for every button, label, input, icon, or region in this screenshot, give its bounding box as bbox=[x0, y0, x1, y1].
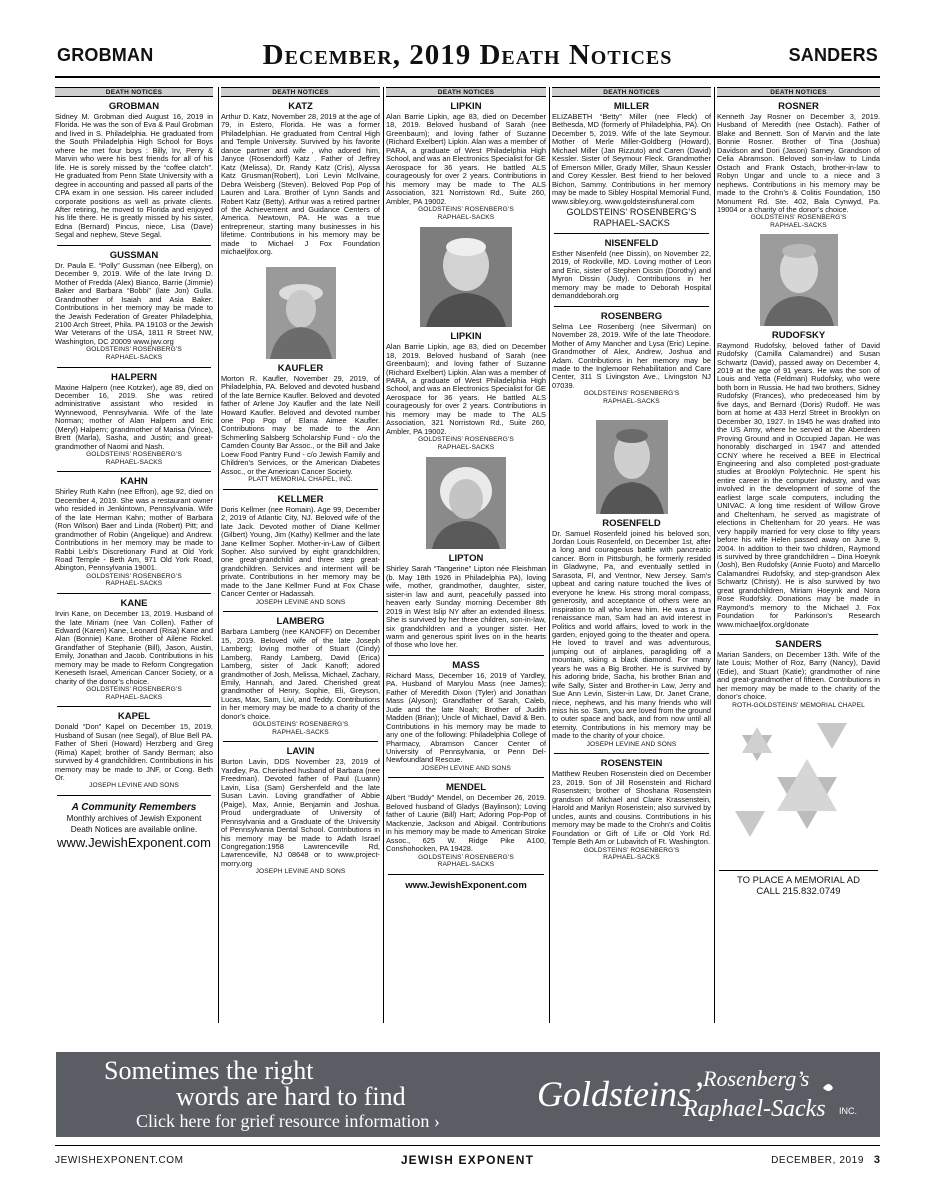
notice-name: NISENFELD bbox=[604, 237, 659, 249]
notice-katz bbox=[221, 101, 380, 257]
masthead bbox=[55, 36, 880, 78]
funeral-home: JOSEPH LEVINE AND SONS bbox=[89, 782, 179, 790]
notice-name: ROSENFELD bbox=[602, 517, 661, 529]
column-divider bbox=[714, 87, 715, 1023]
page-footer bbox=[55, 1145, 880, 1175]
funeral-home: RAPHAEL-SACKS bbox=[272, 728, 329, 736]
funeral-home: GOLDSTEINS’ ROSENBERG’S bbox=[418, 436, 514, 444]
notice-name: KATZ bbox=[288, 101, 313, 112]
funeral-home: JOSEPH LEVINE AND SONS bbox=[255, 598, 346, 606]
notice-name: RUDOFSKY bbox=[771, 329, 826, 341]
notice-name: ROSENBERG bbox=[600, 310, 663, 322]
funeral-home: JOSEPH LEVINE AND SONS bbox=[421, 764, 511, 772]
notice-text: Irvin Kane, on December 13, 2019. Husband of the late Miriam (nee Van Collen). Father of Edward (Karen) Kane, Leonard (Risa) Kane and Alan (Bonnie) Kane. Brother of Ailene Rickel. Grandfather of Stephanie (Bill), Jason, Austin, Emily, Jonathan and Jacob. Contributions in his memory may be made to Reform Congregation Keneseth Israel, American Cancer Society, or a charity of the donor’s choice. bbox=[55, 609, 213, 686]
logo-inc: INC. bbox=[839, 1106, 857, 1116]
logo-goldsteins: Goldsteins’ bbox=[537, 1074, 703, 1114]
lipton-photo bbox=[426, 457, 506, 549]
notice-name: LIPKIN bbox=[450, 331, 482, 343]
notice-name: ROSNER bbox=[778, 101, 819, 112]
funeral-home: RAPHAEL-SACKS bbox=[105, 693, 163, 701]
divider bbox=[388, 777, 544, 778]
funeral-home: GOLDSTEINS’ ROSENBERG’S bbox=[418, 853, 514, 861]
notice-mass bbox=[386, 660, 546, 773]
notice-lamberg bbox=[221, 616, 380, 736]
divider bbox=[57, 593, 211, 594]
funeral-home: RAPHAEL-SACKS bbox=[105, 353, 163, 361]
funeral-home: GOLDSTEINS’ ROSENBERG’S bbox=[252, 721, 349, 729]
notice-nisenfeld bbox=[552, 238, 711, 301]
notice-lipkin bbox=[386, 101, 546, 221]
notice-miller bbox=[552, 101, 711, 228]
funeral-home: JOSEPH LEVINE AND SONS bbox=[255, 868, 346, 876]
notice-name: KELLMER bbox=[277, 493, 324, 505]
funeral-home: PLATT MEMORIAL CHAPEL, INC. bbox=[248, 476, 353, 484]
column-3 bbox=[386, 87, 546, 1023]
notice-text: Dr. Samuel Rosenfeld joined his beloved son, Jordan Louis Rosenfeld, on December 1st, after a long and courageous battle with pancreatic cancer. Born in Pittsburgh, he formerly resided in Gladwyne, Pa, and eventually settled in Sarasota, Fl, and Ventnor, New Jersey. Sam’s upbeat and caring nature touched the lives of everyone he knew. His strong moral compass, generosity, and acceptance of others were an inspiration to all who knew him. He was a true renaissance man, Sam had an avid interest in Politics and world affairs, loved to work in the garden, enjoyed going to the theater and opera. He loved to travel and was adventurous, jumping out of airplanes, paragliding off a mountain, skiing a black diamond. For many years he was a Big Brother. He is survived by his adoring bride, Sacha, his brother Brian and wife Sally, Sister and Brother-in Law, Jerry and Sue Ann Levin, Sister-in Law, Dr. Janet Crane, niece, nephews, and his many friends who will miss his so. Sam, you are loved from the ground to outer space and back, and from now until all eternity. Contributions in his memory may be made to the charity of your choice. bbox=[552, 528, 711, 741]
notice-kellmer bbox=[221, 494, 380, 607]
notice-text: Matthew Reuben Rosenstein died on December 23, 2019. Son of Jill Rosenstein and Richard Rosenstein; brother of Shoshana Rosenstein grandson of Michael and Claire Krassenstein, Harold and Marilyn Rosenstein; also survived by uncles, aunts and cousins. Contributions in his memory may be made to the Crohn’s and Colitis Foundation or Gift of Life or Old York Rd. Temple Beth Am or Lubavitch of Ft. Washington. bbox=[552, 769, 711, 847]
notice-text: Arthur D. Katz, November 28, 2019 at the age of 79, in Estero, Florida. He was a former Philadelphian. He graduated from Central High and Temple University. Survived by his favorite dance partner and wife , who adored him, Janyce (Rosendorff) Katz . Father of Jeffrey Katz (Melissa), Dr. Randy Katz (Cris), Alyssa Katz Grusman(Robert), Lori Levin McIlvaine, Debra Weisberg (Steven). Beloved Pop Pop of Lauren and Lara. Brother of Lynn Sands and Robert Katz (Betty). Arthur was a retired partner of the Achievement and Guidance Centers of America. Newtown, PA. He was a true entrepreneur, starting many businesses in his lifetime. Contributions in his memory may be made to Michael J Fox Foundation michaeljfox.org. bbox=[221, 112, 380, 257]
divider bbox=[57, 471, 211, 472]
notice-text: Alan Barrie Lipkin, age 83, died on December 18, 2019. Beloved husband of Sarah (nee Greenbaum); and loving father of Suzanne (Richard Exelbert) Lipkin. Alan was a member of PARA, a graduate of West Philadelphia High School, and was an Electronics Specialist for GE Aerospace for 36 years. He battled ALS courageously for over 2 years. Contributions in his memory may be made to The ALS Association, 321 Norristown Rd., Suite 260, Ambler, PA 19002. bbox=[386, 342, 546, 436]
divider bbox=[223, 611, 378, 612]
notice-text: Shirley Sarah “Tangerine” Lipton née Fleishman (b. May 18th 1926 in Philadelphia PA), loving wife, mother, grandmother, daughter, sister, sister-in law and aunt, peacefully passed into heaven early Sunday morning December 8th 2019 in West Islip NY after an extended illness. She is survived by her three children, son-in-law, six grandchildren and a younger sister. Her warm and generous spirit lives on in the hearts of those who love her. bbox=[386, 564, 546, 650]
divider bbox=[719, 634, 878, 635]
funeral-home: GOLDSTEINS’ ROSENBERG’S bbox=[86, 686, 182, 694]
divider bbox=[388, 655, 544, 656]
divider bbox=[223, 741, 378, 742]
funeral-home: GOLDSTEINS’ ROSENBERG’S bbox=[86, 572, 182, 580]
notice-name: KAPEL bbox=[117, 711, 151, 723]
website-link[interactable]: www.JewishExponent.com bbox=[405, 879, 527, 891]
banner-link[interactable]: Click here for grief resource information › bbox=[136, 1111, 440, 1131]
notice-rosenberg bbox=[552, 311, 711, 406]
funeral-home-logo bbox=[531, 1058, 871, 1130]
divider bbox=[57, 367, 211, 368]
memorial-ad bbox=[717, 876, 880, 897]
notice-text: Dr. Paula E. “Polly” Gussman (nee Eilberg), on December 9, 2019. Wife of the late Irving D. Mother of Fredda (Alex) Bianco, Barrie (Jimmie) Baker and Barbara “Bobbi” (late Jon) Gulla. Grandmother of Isaiah and Asia Baker. Contributions in her memory may be made to the Jewish Federation of Greater Philadelphia, 2100 Arch Street, Phila. PA 19103 or the Jewish War Veterans of the USA, 1811 R Street NW, Washington, DC 20009 www.jwv.org bbox=[55, 260, 213, 346]
notice-name: GROBMAN bbox=[108, 101, 160, 112]
notice-name: ROSENSTEIN bbox=[600, 758, 663, 770]
promo-line: Monthly archives of Jewish Exponent bbox=[66, 814, 202, 824]
memorial-phone: CALL 215.832.0749 bbox=[756, 885, 841, 897]
funeral-home: GOLDSTEINS’ ROSENBERG’S bbox=[418, 205, 514, 213]
notice-text: Albert “Buddy” Mendel, on December 26, 2019. Beloved husband of Gladys (Baylinson); Loving father of Laurie (Bill) Hart; Adoring Pop-Pop of Mackenzie, Jackson and Abigail. Contributions in his memory may be made to American Stroke Assoc., 625 W. Ridge Pike A100, Conshohocken, PA 19428. bbox=[386, 793, 546, 854]
notice-name: MILLER bbox=[613, 101, 650, 112]
column-1 bbox=[55, 87, 213, 1023]
funeral-home: RAPHAEL-SACKS bbox=[437, 443, 495, 451]
notice-name: KAHN bbox=[120, 476, 148, 488]
banner-line: words are hard to find bbox=[176, 1082, 406, 1111]
column-2 bbox=[221, 87, 380, 1023]
notice-text: Kenneth Jay Rosner on December 3, 2019. Husband of Meredith (nee Ostach). Father of Blake and Bennett. Son of Marvin and the late Bonnie Rosner. Brother of Tina (Joshua) Davidson and Dori (Jason) Sarney. Grandson of Celia Abramson. Beloved son-in-law to Linda Ostach and Frank Ostach, brother-in-law to Robyn Ungar and uncle to a niece and 3 nephews. Contributions in his memory may be made to the Crohn’s & Colitis Foundation, 150 Monument Rd. Ste. 402, Bala Cynwyd, Pa. 19004 or a charity of the donor’s choice. bbox=[717, 112, 880, 214]
funeral-home: RAPHAEL-SACKS bbox=[603, 854, 660, 862]
funeral-home: GOLDSTEINS’ ROSENBERG’S bbox=[566, 206, 697, 217]
notice-grobman bbox=[55, 101, 213, 240]
notice-sanders bbox=[717, 639, 880, 709]
notice-rosner bbox=[717, 101, 880, 230]
notice-name: LIPKIN bbox=[450, 101, 482, 112]
divider bbox=[223, 489, 378, 490]
column-divider bbox=[549, 87, 550, 1023]
column-header: DEATH NOTICES bbox=[55, 87, 213, 97]
notice-text: Marian Sanders, on December 13th. Wife of the late Louis; Mother of Roz, Barry (Nancy), David (Edie), and Stuart (Katie); grandmother of nine and great-grandmother of fifteen. Contributions in her memory may be made to the charity of the donor’s choice. bbox=[717, 650, 880, 702]
notice-name: SANDERS bbox=[775, 639, 822, 651]
promo-link[interactable]: www.JewishExponent.com bbox=[57, 835, 211, 851]
header-left-name: GROBMAN bbox=[57, 45, 154, 65]
notice-text: Richard Mass, December 16, 2019 of Yardley, PA. Husband of Marylou Mass (nee James); Father of Meredith Dixon (Tyler) and Jonathan Mass (Alyson); Grandfather of Sarah, Caleb, Jude and the late Noah; Brother of Judith Madden (Brian); Uncle of Michael, David & Ben. Contributions in his memory may be made to any one of the following: Philadelphia College of Pharmacy, Abramson Cancer Center of University of Pennsylvania, or Penn Del-Newfoundland Rescue. bbox=[386, 670, 546, 765]
column-header: DEATH NOTICES bbox=[386, 87, 546, 97]
lipkin-photo bbox=[420, 227, 512, 327]
notice-text: Raymond Rudofsky, beloved father of David Rudofsky (Camilla Calamandrei) and Susan Schwartz (David), passed away on December 4, 2019 at the age of 91 years. He was the son of Louis and Yetta (Feldman) Rudofsky, who were both born in Russia. He had two brothers, Sidney Rudofsky (Frances), who predeceased him by five days, and Bernard (Doris) Rudoff. He was born at home at 433 Herzl Street in Brooklyn on December 30, 1927. In 1945 he was drafted into the US Army, where he served at the Aberdeen Proving Ground and in Occupied Japan. He was honorably discharged in 1947 and attended CCNY where he received a BEE in Electrical Engineering and also completed post-graduate studies at Brooklyn Polytechnic. He spent his entire career in the computer industry, and was involved in the development of some of the earliest large scale computers, including the UNIVAC. A long time resident of Willow Grove and Cheltenham, he served as magistrate of elections in Cheltenham for 20 years. He was very happily married for very close to fifty years before his wife Helen passed away on June 9, 2004. In addition to their two children, Raymond is survived by three grandchildren – Dina Hoeynk (Josh), Ben Rudofsky (Annie Fuoto) and Marcello Calamandrei Rudofsky, and step-grandson Alex Schwartz (Christy). He is also survived by two great grandchildren, Miriam Hoeynk and Nora Rose Rudofsky. Donations may be made in Raymond’s memory to the Michael J. Fox Foundation for Parkinson’s Research www.michaeljfox.org/donate bbox=[717, 340, 880, 629]
star-of-david-decoration bbox=[717, 715, 880, 865]
column-divider bbox=[218, 87, 219, 1023]
promo-heading: A Community Remembers bbox=[71, 802, 197, 814]
funeral-home: JOSEPH LEVINE AND SONS bbox=[586, 740, 677, 748]
notice-text: Alan Barrie Lipkin, age 83, died on December 18, 2019. Beloved husband of Sarah (nee Greenbaum); and loving father of Suzanne (Richard Exelbert) Lipkin. Alan was a member of PARA, a graduate of West Philadelphia High School, and was an Electronics Specialist for GE Aerospace for 36 years. He battled ALS courageously for over 2 years. Contributions in his memory may be made to The ALS Association, 321 Norristown Rd., Suite 260, Ambler, PA 19002. bbox=[386, 112, 546, 206]
column-header: DEATH NOTICES bbox=[552, 87, 711, 97]
notice-kapel bbox=[55, 711, 213, 790]
divider bbox=[57, 706, 211, 707]
funeral-home: RAPHAEL-SACKS bbox=[105, 458, 163, 466]
funeral-home: RAPHAEL-SACKS bbox=[437, 861, 495, 869]
promo-line: Death Notices are available online. bbox=[70, 825, 198, 835]
funeral-home: RAPHAEL-SACKS bbox=[770, 222, 827, 230]
kaufler-photo bbox=[266, 267, 336, 359]
notice-lipkin-2 bbox=[386, 331, 546, 451]
notice-text: Doris Kellmer (nee Romain). Age 99, December 2, 2019 of Atlantic City, NJ. Beloved wife of the late Jack. Devoted mother of Diane Kellmer (Gilbert) Young, Jim (Kathy) Kellmer and the late Jane Kellmer Sopher. Mother-in-Law of Gilbert Sopher. Also survived by eight grandchildren, one great-grandchild and three step great-grandchildren. Services and interment will be private. Contributions in her memory may be made to the Jane Kellmer Fund at Fox Chase Cancer Center or Hadassah. bbox=[221, 504, 380, 599]
divider bbox=[57, 795, 211, 796]
notice-text: Barbara Lamberg (nee KANOFF) on December 15, 2019. Beloved wife of the late Joseph Lamberg; loving mother of Stuart (Cindy) Lamberg, Randy Lamberg, David (Erica) Lamberg, sister of Jack Kanoff; adored grandmother of Josh, Melissa, Michael, Zachary, Emily, Hannah, and Jared. Cherished great grandmother of Henry, Sophie, Eli, Greyson, Lucas, Max, Sam, Livi, and Teddy. Contributions in her memory may be made to a charity of the donor’s choice. bbox=[221, 627, 380, 721]
page-number: 3 bbox=[873, 1154, 880, 1166]
funeral-home: GOLDSTEINS’ ROSENBERG’S bbox=[86, 451, 182, 459]
page-title: December, 2019 Death Notices bbox=[262, 39, 673, 71]
rudofsky-photo bbox=[760, 234, 838, 326]
notice-name: MASS bbox=[452, 659, 480, 671]
notice-text: Sidney M. Grobman died August 16, 2019 in Florida. He was the son of Eva & Paul Grobman and lived in S. Philadelphia. He graduated from the South Philadelphia High School for Boys where he met four boys : Billy, Irv, Perry & Marvin who were his best friends for all of his life. He is sorely missed by the “coffee clatch”. He graduated from Penn State University with a degree in accounting and passed all parts of the CPA exam in one session. His career included corporate positions as well as private clients. After retiring, he moved to Florida and enjoyed his life there. He is greatly missed by his sister, Edna (Bernard) Pincus, niece, Lisa (Dave) Segal and nephew, Steve Segal. bbox=[55, 112, 213, 240]
footer-publication: JEWISH EXPONENT bbox=[400, 1153, 535, 1167]
rosenfeld-photo bbox=[596, 420, 668, 514]
funeral-home: RAPHAEL-SACKS bbox=[603, 397, 660, 405]
notice-kane bbox=[55, 598, 213, 701]
column-4 bbox=[552, 87, 711, 1023]
grief-resource-banner[interactable] bbox=[56, 1052, 880, 1137]
funeral-home: GOLDSTEINS’ ROSENBERG’S bbox=[583, 390, 680, 398]
notice-text: Esther Nisenfeld (nee Dissin), on November 22, 2019, of Rockville, MD. Loving mother of Leon and Eric, sister of Stephen Dissin (Dorothy) and Myron Dissin (Judy). Contributions in her memory may be made to Deborah Hospital demanddeborah.org bbox=[552, 248, 711, 301]
notice-name: LIPTON bbox=[448, 553, 484, 565]
notice-name: GUSSMAN bbox=[109, 249, 159, 261]
footer-site: JEWISHEXPONENT.COM bbox=[55, 1155, 184, 1166]
divider bbox=[554, 753, 709, 754]
notice-rosenfeld bbox=[552, 518, 711, 749]
funeral-home: RAPHAEL-SACKS bbox=[593, 217, 670, 228]
notice-rudofsky bbox=[717, 330, 880, 629]
notice-mendel bbox=[386, 782, 546, 868]
divider bbox=[554, 306, 709, 307]
notice-lipton bbox=[386, 553, 546, 650]
footer-date: DECEMBER, 2019 bbox=[771, 1155, 864, 1166]
notice-text: ELIZABETH “Betty” Miller (nee Fleck) of Bethesda, MD (formerly of Philadelphia, PA). On December 5, 2019. Wife of the late Seymour. Mother of Merle Miller-Goldberg (Howard), Michael Miller (Jan Rizzuto) and Caren (David) Kessler. Sister of Seymour Fleck. Grandmother of Emerson Miller, Grady Miller, Shaun Kessler and Corey Kessler. Best friend to her beloved Bichon, Sammy. Contributions in her memory may be made to Sibley Hospital Memorial Fund, www.sibley.org. www.goldsteinsfuneral.com bbox=[552, 112, 711, 206]
notice-name: LAVIN bbox=[286, 746, 315, 758]
funeral-home: RAPHAEL-SACKS bbox=[105, 580, 163, 588]
funeral-home: ROTH-GOLDSTEINS’ MEMORIAL CHAPEL bbox=[732, 701, 865, 709]
column-5 bbox=[717, 87, 880, 1023]
banner-line: Sometimes the right bbox=[104, 1056, 314, 1085]
divider bbox=[388, 874, 544, 875]
logo-raphael-sacks: Raphael-Sacks bbox=[683, 1096, 826, 1122]
column-header: DEATH NOTICES bbox=[717, 87, 880, 97]
column-header: DEATH NOTICES bbox=[221, 87, 380, 97]
notice-name: KAUFLER bbox=[277, 362, 324, 374]
divider bbox=[57, 245, 211, 246]
notice-text: Burton Lavin, DDS November 23, 2019 of Yardley, Pa. Cherished husband of Barbara (nee Freedman). Devoted father of Paul (Luann) Lavin, Lisa (Sam) Gershenfeld and the late Susan Lavin. Loving grandfather of Abbie (Paige), Max, Annie, Benjamin and Joshua. Proud undergraduate of University of Pennsylvania and a Graduate of the University of Pennsylvania Dental School. Contributions in his memory may be made to Adath Israel Congregation:1958 Lawrenceville Rd, Lawrenceville, NJ 08648 or to www.project-morry.org bbox=[221, 757, 380, 868]
notice-text: Selma Lee Rosenberg (nee Silverman) on November 28, 2019. Wife of the late Theodore. Mother of Amy Mancher and Lysa (Eric) Lepine. Grandmother of Alex, Andrew, Joshua and Adam. Contributions in her memory may be made to the Inglemoor Rehabilitation and Care Center, 311 S Livingston Ave., Livingston NJ 07039. bbox=[552, 321, 711, 390]
memorial-line: TO PLACE A MEMORIAL AD bbox=[736, 875, 860, 887]
funeral-home: GOLDSTEINS’ ROSENBERG’S bbox=[86, 346, 182, 354]
notice-kaufler bbox=[221, 363, 380, 484]
divider bbox=[719, 870, 878, 871]
divider bbox=[554, 233, 709, 234]
column-divider bbox=[383, 87, 384, 1023]
star-of-david-icon bbox=[717, 715, 880, 865]
notice-text: Morton R. Kaufler, November 29, 2019, of Philadelphia, PA. Beloved and devoted husband of the late Bernice Kaufler. Beloved and devoted father of Arlene Joy Kaufler and the late Neill Howard Kaufler. Beloved and devoted number one Pop Pop of Elana Aimee Kaufler. Contributions may be made to the Ann Schmerling Salsberg Scholarship Fund - c/o the Camden County Bar Assoc., or the Bill and Jake Loew Food Pantry Fund - c/o Jewish Family and Children’s Services, or the American Diabetes Assoc., or the American Cancer Society. bbox=[221, 373, 380, 476]
notice-lavin bbox=[221, 746, 380, 875]
funeral-home: RAPHAEL-SACKS bbox=[437, 213, 495, 221]
notice-text: Donald “Don” Kapel on December 15, 2019. Husband of Susan (nee Segal), of Blue Bell PA. Father of Sheri (Howard) Herzberg and Greg (Rima) Kapel; brother of Sandy Berman; also survived by 4 grandchildren. Contributions in his memory may be made to JNF, or Cong. Beth Or. bbox=[55, 722, 213, 783]
notice-gussman bbox=[55, 250, 213, 362]
funeral-home: GOLDSTEINS’ ROSENBERG’S bbox=[583, 846, 680, 854]
archive-promo bbox=[55, 802, 213, 851]
notice-kahn bbox=[55, 476, 213, 588]
header-right-name: SANDERS bbox=[788, 45, 878, 65]
funeral-home: GOLDSTEINS’ ROSENBERG’S bbox=[750, 214, 847, 222]
notice-text: Maxine Halpern (nee Kotzker), age 89, died on December 16, 2019. She was retired administrative assistant who resided in Wynnewood, Pennsylvania. Wife of the late Norman; mother of Alan Halpern and Eric (Meryl) Halpern; grandmother of Marisa (Vince), Brett (Marla), Sasha, and Justin; and great-grandmother of Naomi and Nash. bbox=[55, 382, 213, 451]
notice-text: Shirley Ruth Kahn (nee Effron), age 92, died on December 4, 2019. She was a restaurant owner who resided in Jenkintown, Pennsylvania. Wife of the late Herman Kahn; mother of Barbara (Ron Wilson) Baer and Linda (Robert) Pitt; and grandmother of Robin (Angelique) and Andrew. Contributions in her memory may be made to Rabbi Leib’s Discretionary Fund at Old York Road Temple - Beth Am, 971 Old York Road, Abington, Pennsylvania 19001. bbox=[55, 487, 213, 573]
notice-rosenstein bbox=[552, 758, 711, 861]
notice-name: LAMBERG bbox=[276, 616, 325, 628]
notice-name: MENDEL bbox=[445, 782, 487, 794]
logo-rosenbergs: Rosenberg’s bbox=[703, 1066, 810, 1091]
notice-halpern bbox=[55, 372, 213, 467]
notice-name: HALPERN bbox=[111, 371, 157, 383]
notice-name: KANE bbox=[120, 598, 148, 610]
